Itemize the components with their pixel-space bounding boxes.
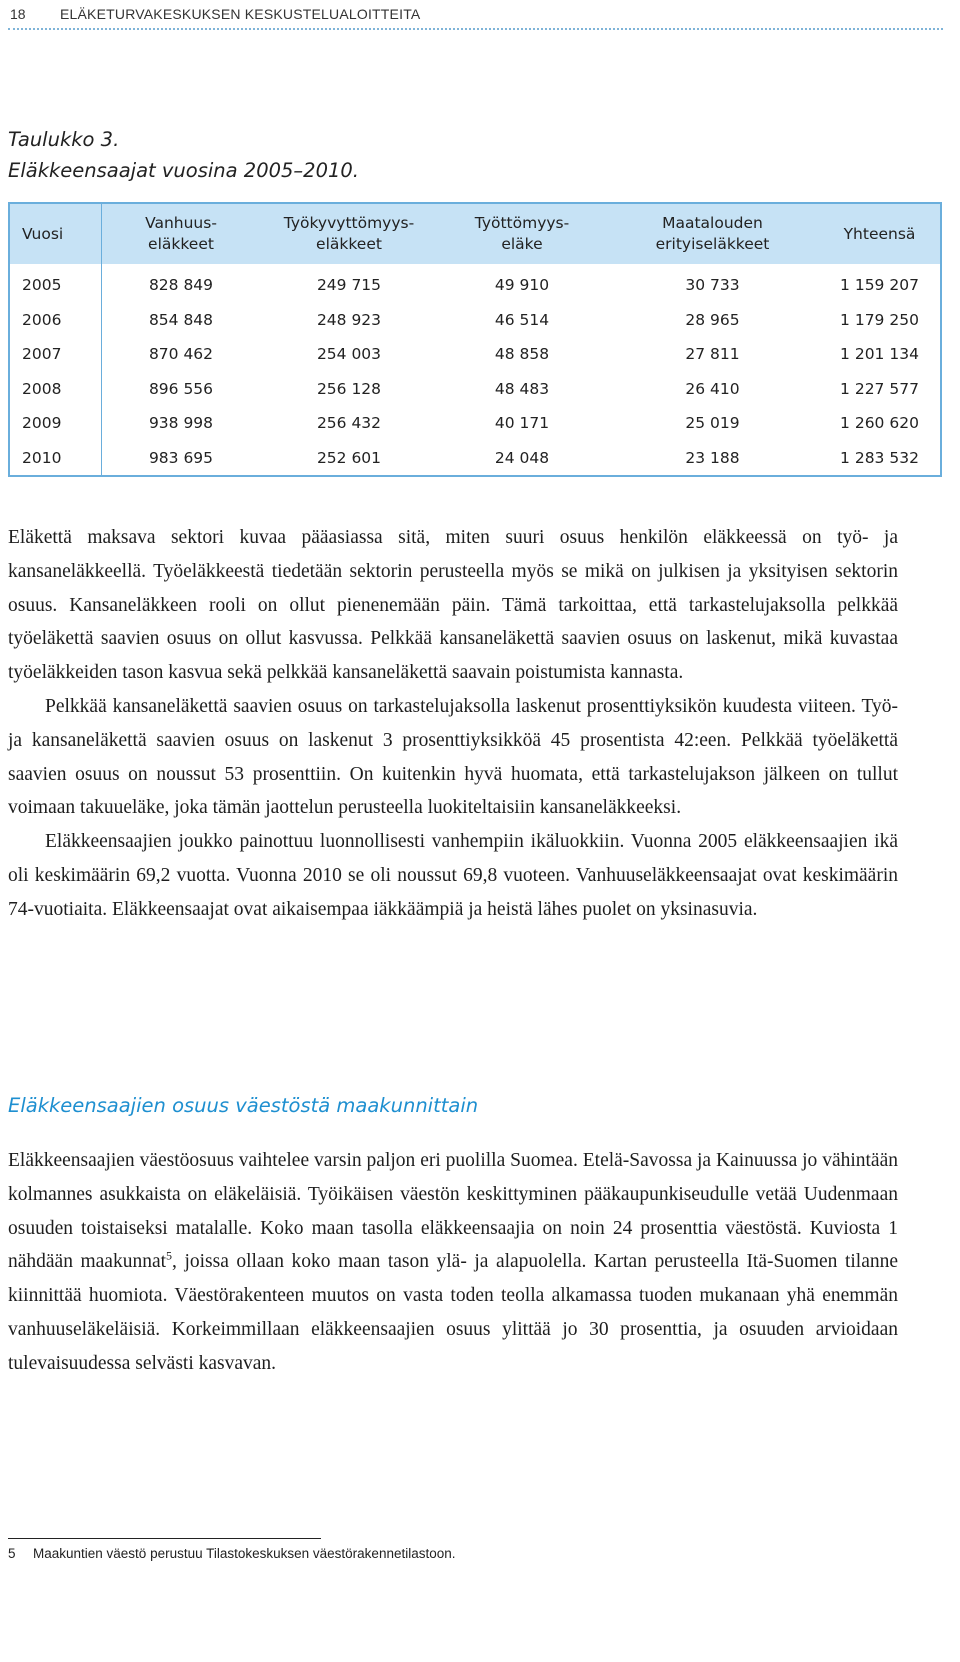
cell-agricultural: 23 188 (685, 448, 740, 467)
table-row (9, 337, 941, 372)
paragraph (8, 1144, 898, 1381)
paragraph: Eläkkeensaajien joukko painottuu luonnollisesti vanhempiin ikäluokkiin. Vuonna 2005 eläkkeensaajien ikä oli keskimäärin 69,2 vuotta. Vuonna 2010 se oli noussut 69,8 vuoteen. Vanhuuseläkkeensaajat ovat keskimäärin 74-vuotiaita. Eläkkeensaajat ovat aikaisempaa iäkkäämpiä ja heistä lähes puolet on yksinasuvia. (8, 831, 898, 920)
cell-old-age: 896 556 (148, 379, 214, 398)
cell-total: 1 159 207 (840, 276, 919, 295)
cell-unemployment: 24 048 (494, 448, 550, 467)
body-text-block-1 (8, 521, 898, 927)
table-caption-title: Eläkkeensaajat vuosina 2005–2010. (8, 159, 360, 182)
cell-agricultural: 30 733 (685, 276, 740, 295)
paragraph: Eläkettä maksava sektori kuvaa pääasiassa sitä, miten suuri osuus henkilön eläkkeessä on työ- ja kansaneläkkeellä. Työeläkkeestä tiedetään sektorin perusteella myös se mikä on julkisen ja yksityisen sektorin osuus. Kansaneläkkeen rooli on ollut pienenemään päin. Tämä tarkoittaa, että tarkastelujaksolla pelkkää työeläkettä saavien osuus on ollut kasvussa. Pelkkää kansaneläkettä saavien osuus on laskenut, mikä kuvastaa työeläkkeiden tason kasvua sekä pelkkää kansaneläkettä saavain poistumista kannasta. (8, 527, 898, 684)
cell-disability: 248 923 (316, 310, 382, 329)
cell-unemployment: 46 514 (494, 310, 550, 329)
column-header-old-age: Vanhuus- eläkkeet (102, 203, 261, 264)
page-number: 18 (10, 6, 26, 22)
cell-total: 1 179 250 (840, 310, 919, 329)
pension-recipients-table (8, 202, 942, 477)
cell-disability: 256 128 (316, 379, 382, 398)
paragraph-text: Eläkkeensaajien väestöosuus vaihtelee varsin paljon eri puolilla Suomea. Etelä-Savossa ja Kainuussa jo vähintään kolmannes asukkaista on eläkeläisiä. Työikäisen väestön keskittyminen pääkaupunkiseudulle vetää Uudenmaan osuuden toistaiseksi matalalle. Koko maan tasolla eläkkeensaajia on noin 24 prosenttia väestöstä. Kuviosta 1 nähdään maakunnat (8, 1150, 898, 1273)
footnote-reference[interactable]: 5 (166, 1248, 173, 1263)
column-header-year: Vuosi (9, 203, 102, 264)
cell-total: 1 260 620 (840, 414, 919, 433)
cell-agricultural: 28 965 (685, 310, 740, 329)
table-header-row (9, 203, 941, 264)
footnote (8, 1546, 456, 1561)
column-header-disability: Työkyvyttömyys- eläkkeet (260, 203, 438, 264)
table-row (9, 406, 941, 441)
cell-old-age: 854 848 (148, 310, 214, 329)
cell-unemployment: 48 858 (494, 345, 550, 364)
cell-old-age: 870 462 (148, 345, 214, 364)
column-header-total: Yhteensä (819, 203, 941, 264)
footnote-text: Maakuntien väestö perustuu Tilastokeskuksen väestörakennetilastoon. (33, 1546, 456, 1561)
cell-year: 2010 (9, 441, 102, 477)
cell-year: 2005 (9, 264, 102, 303)
running-title: ELÄKETURVAKESKUKSEN KESKUSTELUALOITTEITA (60, 6, 421, 22)
cell-total: 1 201 134 (840, 345, 919, 364)
paragraph-text: , joissa ollaan koko maan tason ylä- ja alapuolella. Kartan perusteella Itä-Suomen tilanne kiinnittää huomiota. Väestörakenteen muutos on vasta toden teolla alkamassa tuoden mukanaan yhä enemmän vanhuuseläkeläisiä. Korkeimmillaan eläkkeensaajien osuus ylittää jo 30 prosenttia, ja osuuden arvioidaan tulevaisuudessa selvästi kasvavan. (8, 1251, 899, 1374)
footnote-divider (8, 1538, 321, 1539)
cell-year: 2006 (9, 303, 102, 338)
column-header-agricultural: Maatalouden erityiseläkkeet (606, 203, 819, 264)
cell-old-age: 828 849 (148, 276, 214, 295)
cell-disability: 252 601 (316, 448, 382, 467)
table-row (9, 264, 941, 303)
cell-agricultural: 27 811 (685, 345, 740, 364)
cell-old-age: 938 998 (148, 414, 214, 433)
table-row (9, 441, 941, 477)
table-caption (8, 124, 359, 186)
table-row (9, 303, 941, 338)
cell-total: 1 227 577 (840, 379, 919, 398)
cell-year: 2008 (9, 372, 102, 407)
cell-agricultural: 25 019 (685, 414, 740, 433)
footnote-number: 5 (8, 1546, 16, 1561)
column-header-unemployment: Työttömyys- eläke (438, 203, 606, 264)
cell-total: 1 283 532 (840, 448, 919, 467)
section-heading: Eläkkeensaajien osuus väestöstä maakunnittain (8, 1094, 479, 1117)
table-caption-label: Taulukko 3. (8, 128, 120, 151)
cell-disability: 256 432 (316, 414, 382, 433)
body-text-block-2 (8, 1144, 898, 1381)
cell-unemployment: 49 910 (494, 276, 550, 295)
paragraph: Pelkkää kansaneläkettä saavien osuus on tarkastelujaksolla laskenut prosenttiyksikön kuudesta viiteen. Työ- ja kansaneläkettä saavien osuus on laskenut 3 prosenttiyksikköä 45 prosentista 42:een. Pelkkää työeläkettä saavien osuus on noussut 53 prosenttiin. On kuitenkin hyvä huomata, että tarkastelujakson jälkeen on tullut voimaan takuueläke, joka tämän jaottelun perusteella luokiteltaisiin kansaneläkkeeksi. (8, 695, 898, 819)
cell-year: 2007 (9, 337, 102, 372)
cell-unemployment: 40 171 (494, 414, 550, 433)
cell-old-age: 983 695 (148, 448, 214, 467)
cell-agricultural: 26 410 (685, 379, 740, 398)
cell-disability: 254 003 (316, 345, 382, 364)
cell-unemployment: 48 483 (494, 379, 550, 398)
table-row (9, 372, 941, 407)
cell-disability: 249 715 (316, 276, 382, 295)
running-header (8, 0, 943, 30)
cell-year: 2009 (9, 406, 102, 441)
